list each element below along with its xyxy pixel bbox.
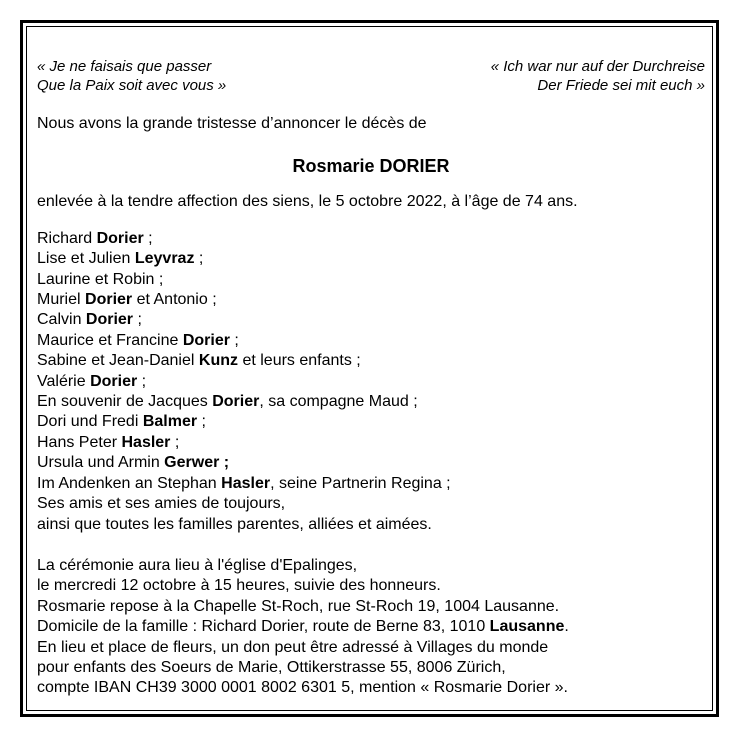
ceremony-line	[37, 576, 705, 596]
surname: Hasler	[221, 474, 271, 492]
family-member-line	[37, 310, 705, 330]
line-text: et Antonio ;	[132, 291, 217, 309]
line-text: Im Andenken an Stephan	[37, 474, 222, 492]
line-text: ;	[170, 433, 180, 451]
family-member-line	[37, 249, 705, 269]
family-member-line	[37, 494, 705, 514]
line-text: Ses amis et ses amies de toujours,	[37, 495, 286, 513]
line-text: Laurine et Robin ;	[37, 270, 164, 288]
ceremony-line	[37, 658, 705, 678]
surname: Dorier	[85, 311, 134, 329]
obituary-notice	[37, 57, 705, 699]
surname: Hasler	[121, 433, 171, 451]
surname: Leyvraz	[134, 250, 195, 268]
line-text: Hans Peter	[37, 433, 122, 451]
line-text: ;	[197, 413, 206, 431]
quote-french	[37, 57, 226, 95]
line-text: Lise et Julien	[37, 250, 135, 268]
family-member-line	[37, 270, 705, 290]
surname: Kunz	[198, 352, 238, 370]
line-text: , sa compagne Maud ;	[259, 393, 418, 411]
family-member-line	[37, 331, 705, 351]
ceremony-line	[37, 556, 705, 576]
surname: Lausanne	[489, 618, 565, 636]
line-text: Richard	[37, 229, 97, 247]
family-member-line	[37, 229, 705, 249]
family-member-line	[37, 392, 705, 412]
family-member-line	[37, 290, 705, 310]
line-text: Domicile de la famille : Richard Dorier, route de Berne 83, 1010	[37, 618, 490, 636]
surname: Dorier	[90, 372, 138, 390]
surname: Dorier	[85, 291, 133, 309]
ceremony-line	[37, 678, 705, 698]
quotes-row	[37, 57, 705, 95]
surname: Balmer	[142, 413, 198, 431]
quote-german-line-1: « Ich war nur auf der Durchreise	[490, 58, 705, 75]
ceremony-line	[37, 617, 705, 637]
line-text: , seine Partnerin Regina ;	[270, 474, 451, 492]
ceremony-line	[37, 597, 705, 617]
surname: Dorier	[182, 331, 230, 349]
line-text: La cérémonie aura lieu à l'église d'Epalinges,	[37, 556, 358, 574]
line-text: Calvin	[37, 311, 86, 329]
surname: Gerwer ;	[164, 454, 230, 472]
ceremony-line	[37, 638, 705, 658]
line-text: ;	[229, 331, 239, 349]
ceremony-info	[37, 556, 705, 699]
line-text: Rosmarie repose à la Chapelle St-Roch, rue St-Roch 19, 1004 Lausanne.	[37, 597, 560, 615]
line-text: et leurs enfants ;	[238, 352, 361, 370]
family-member-line	[37, 474, 705, 494]
line-text: En lieu et place de fleurs, un don peut être adressé à Villages du monde	[37, 638, 549, 656]
line-text: .	[564, 618, 569, 636]
deceased-name: Rosmarie DORIER	[292, 156, 450, 177]
family-member-line	[37, 372, 705, 392]
family-member-line	[37, 515, 705, 535]
surname: Dorier	[96, 229, 144, 247]
quote-german	[491, 57, 705, 95]
line-text: ;	[194, 250, 204, 268]
line-text: En souvenir de Jacques	[37, 393, 213, 411]
family-member-line	[37, 351, 705, 371]
line-text: Maurice et Francine	[37, 331, 183, 349]
family-member-line	[37, 433, 705, 453]
surname: Dorier	[212, 393, 260, 411]
quote-german-line-2: Der Friede sei mit euch »	[537, 77, 705, 94]
line-text: Ursula und Armin	[37, 454, 165, 472]
announcement-intro: Nous avons la grande tristesse d’annoncer le décès de	[37, 115, 427, 132]
line-text: ainsi que toutes les familles parentes, alliées et aimées.	[37, 515, 432, 533]
family-list	[37, 229, 705, 535]
quote-french-line-2: Que la Paix soit avec vous »	[37, 77, 227, 94]
line-text: Muriel	[37, 291, 86, 309]
line-text: ;	[143, 229, 153, 247]
line-text: Valérie	[37, 372, 91, 390]
line-text: Dori und Fredi	[37, 413, 143, 431]
line-text: pour enfants des Soeurs de Marie, Ottikerstrasse 55, 8006 Zürich,	[37, 658, 506, 676]
line-text: ;	[137, 372, 147, 390]
death-details: enlevée à la tendre affection des siens, le 5 octobre 2022, à l’âge de 74 ans.	[37, 193, 578, 211]
quote-french-line-1: « Je ne faisais que passer	[37, 58, 212, 75]
line-text: compte IBAN CH39 3000 0001 8002 6301 5, mention « Rosmarie Dorier ».	[37, 679, 568, 697]
family-member-line	[37, 412, 705, 432]
line-text: ;	[133, 311, 142, 329]
line-text: Sabine et Jean-Daniel	[37, 352, 199, 370]
family-member-line	[37, 453, 705, 473]
line-text: le mercredi 12 octobre à 15 heures, suivie des honneurs.	[37, 577, 441, 595]
